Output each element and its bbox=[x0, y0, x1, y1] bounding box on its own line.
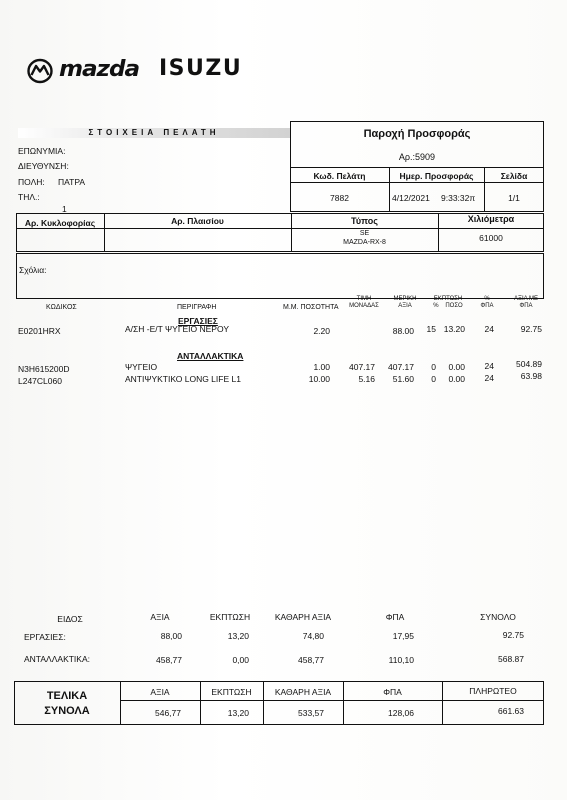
totals-label-2: ΣΥΝΟΛΑ bbox=[44, 705, 90, 717]
offer-date-label: Ημερ. Προσφοράς bbox=[399, 171, 474, 181]
summary-header-net: ΚΑΘΑΡΗ ΑΞΙΑ bbox=[274, 612, 332, 622]
summary-total: 92.75 bbox=[502, 630, 524, 640]
phone-label: ΤΗΛ.: bbox=[18, 192, 40, 202]
group-labor-title: ΕΡΓΑΣΙΕΣ bbox=[178, 316, 218, 326]
line-code: E0201HRX bbox=[18, 326, 61, 336]
line-total: 504.89 bbox=[516, 359, 542, 369]
vehicle-type-line1: SE bbox=[359, 230, 370, 237]
summary-value: 458,77 bbox=[156, 655, 182, 665]
offer-title: Παροχή Προσφοράς bbox=[363, 128, 471, 140]
summary-header-total: ΣΥΝΟΛΟ bbox=[480, 612, 516, 622]
line-partial: 407.17 bbox=[388, 362, 414, 372]
summary-net: 458,77 bbox=[298, 655, 324, 665]
col-vat-pct: % ΦΠΑ bbox=[480, 296, 494, 309]
col-description: ΠΕΡΙΓΡΑΦΗ bbox=[177, 304, 217, 311]
km-value: 61000 bbox=[479, 233, 503, 243]
mazda-logo bbox=[27, 56, 161, 88]
totals-label-1: ΤΕΛΙΚΑ bbox=[46, 690, 88, 702]
line-partial: 88.00 bbox=[392, 326, 414, 336]
totals-net: 533,57 bbox=[298, 708, 324, 718]
offer-box-divider-1 bbox=[290, 167, 544, 168]
line-description: ΨΥΓΕΙΟ bbox=[125, 362, 158, 372]
customer-extra-value: 1 bbox=[62, 204, 67, 214]
group-parts-title: ΑΝΤΑΛΛΑΚΤΙΚΑ bbox=[177, 351, 244, 361]
offer-number: Αρ.:5909 bbox=[398, 152, 436, 162]
line-total: 63.98 bbox=[520, 371, 542, 381]
summary-net: 74,80 bbox=[302, 631, 324, 641]
vehicle-type-line2: MAZDA-RX-8 bbox=[343, 239, 386, 246]
summary-kind: ΕΡΓΑΣΙΕΣ: bbox=[24, 632, 66, 642]
line-disc-amt: 0.00 bbox=[448, 362, 465, 372]
name-label: ΕΠΩΝΥΜΙΑ: bbox=[18, 146, 66, 156]
totals-header-net: ΚΑΘΑΡΗ ΑΞΙΑ bbox=[274, 687, 332, 697]
city-value: ΠΑΤΡΑ bbox=[58, 177, 86, 187]
customer-code-label: Κωδ. Πελάτη bbox=[313, 171, 366, 181]
comments-box bbox=[16, 253, 544, 299]
plate-label: Αρ. Κυκλοφορίας bbox=[24, 218, 96, 228]
summary-total: 568.87 bbox=[498, 654, 524, 664]
offer-box-divider-2 bbox=[290, 182, 544, 183]
comments-label: Σχόλια: bbox=[19, 265, 47, 275]
totals-header-value: ΑΞΙΑ bbox=[150, 687, 170, 697]
line-description: ΑΝΤΙΨΥΚΤΙΚΟ LONG LIFE L1 bbox=[125, 374, 241, 384]
line-disc-pct: 0 bbox=[431, 374, 436, 384]
summary-header-vat: ΦΠΑ bbox=[385, 612, 405, 622]
line-vat-pct: 24 bbox=[484, 324, 494, 334]
line-qty: 2.20 bbox=[313, 326, 330, 336]
city-label: ΠΟΛΗ: bbox=[18, 177, 45, 187]
totals-header-discount: ΕΚΠΤΩΣΗ bbox=[211, 687, 252, 697]
summary-value: 88,00 bbox=[160, 631, 182, 641]
chassis-label: Αρ. Πλαισίου bbox=[171, 216, 224, 226]
line-disc-amt: 13.20 bbox=[443, 324, 465, 334]
customer-section-title: ΣΤΟΙΧΕΙΑ ΠΕΛΑΤΗ bbox=[88, 128, 220, 137]
summary-vat: 17,95 bbox=[392, 631, 414, 641]
col-code: ΚΩΔΙΚΟΣ bbox=[46, 304, 77, 311]
totals-value: 546,77 bbox=[155, 708, 181, 718]
summary-kind: ΑΝΤΑΛΛΑΚΤΙΚΑ: bbox=[24, 654, 90, 664]
summary-discount: 0,00 bbox=[232, 655, 249, 665]
col-unit-price: ΤΙΜΗ ΜΟΝΑΔΑΣ bbox=[349, 296, 379, 309]
line-vat-pct: 24 bbox=[484, 373, 494, 383]
totals-vat: 128,06 bbox=[388, 708, 414, 718]
customer-code-value: 7882 bbox=[330, 193, 349, 203]
line-code: L247CL060 bbox=[18, 376, 62, 386]
summary-header-kind: ΕΙΔΟΣ bbox=[57, 614, 83, 624]
offer-time-value: 9:33:32π bbox=[441, 193, 476, 203]
page-value: 1/1 bbox=[508, 193, 520, 203]
isuzu-wordmark: ISUZU bbox=[159, 56, 243, 81]
page-label: Σελίδα bbox=[500, 171, 528, 181]
line-disc-pct: 0 bbox=[431, 362, 436, 372]
col-unit-qty: Μ.Μ. ΠΟΣΟΤΗΤΑ bbox=[283, 304, 339, 311]
summary-header-value: ΑΞΙΑ bbox=[150, 612, 170, 622]
col-discount: ΕΚΠΤΩΣΗ % ΠΟΣΟ bbox=[433, 296, 463, 309]
col-value-vat: ΑΞΙΑ ΜΕ ΦΠΑ bbox=[514, 296, 538, 309]
vehicle-table-divider bbox=[16, 228, 544, 229]
totals-header-payable: ΠΛΗΡΩΤΕΟ bbox=[469, 686, 517, 696]
totals-payable: 661.63 bbox=[498, 706, 524, 716]
line-code: N3H615200D bbox=[18, 364, 70, 374]
line-partial: 51.60 bbox=[392, 374, 414, 384]
type-label: Τύπος bbox=[351, 216, 378, 226]
address-label: ΔΙΕΥΘΥΝΣΗ: bbox=[18, 161, 69, 171]
line-qty: 1.00 bbox=[313, 362, 330, 372]
line-description: Α/ΣΗ -Ε/Τ ΨΥΓΕΙΟ ΝΕΡΟΥ bbox=[125, 324, 229, 334]
line-qty: 10.00 bbox=[308, 374, 330, 384]
mazda-wordmark: mazda bbox=[59, 57, 139, 82]
line-total: 92.75 bbox=[520, 324, 542, 334]
line-unit-price: 407.17 bbox=[349, 362, 375, 372]
totals-header-vat: ΦΠΑ bbox=[383, 687, 402, 697]
offer-date-value: 4/12/2021 bbox=[392, 193, 430, 203]
totals-divider bbox=[120, 700, 544, 701]
summary-discount: 13,20 bbox=[227, 631, 249, 641]
line-disc-amt: 0.00 bbox=[448, 374, 465, 384]
line-vat-pct: 24 bbox=[484, 361, 494, 371]
col-partial: ΜΕΡΙΚΗ ΑΞΙΑ bbox=[393, 296, 417, 309]
line-unit-price: 5.16 bbox=[358, 374, 375, 384]
km-label: Χιλιόμετρα bbox=[467, 214, 515, 224]
mazda-wing-icon bbox=[27, 58, 53, 84]
totals-discount: 13,20 bbox=[227, 708, 249, 718]
line-disc-pct: 15 bbox=[426, 324, 436, 334]
summary-vat: 110,10 bbox=[388, 655, 414, 665]
summary-header-discount: ΕΚΠΤΩΣΗ bbox=[209, 612, 251, 622]
